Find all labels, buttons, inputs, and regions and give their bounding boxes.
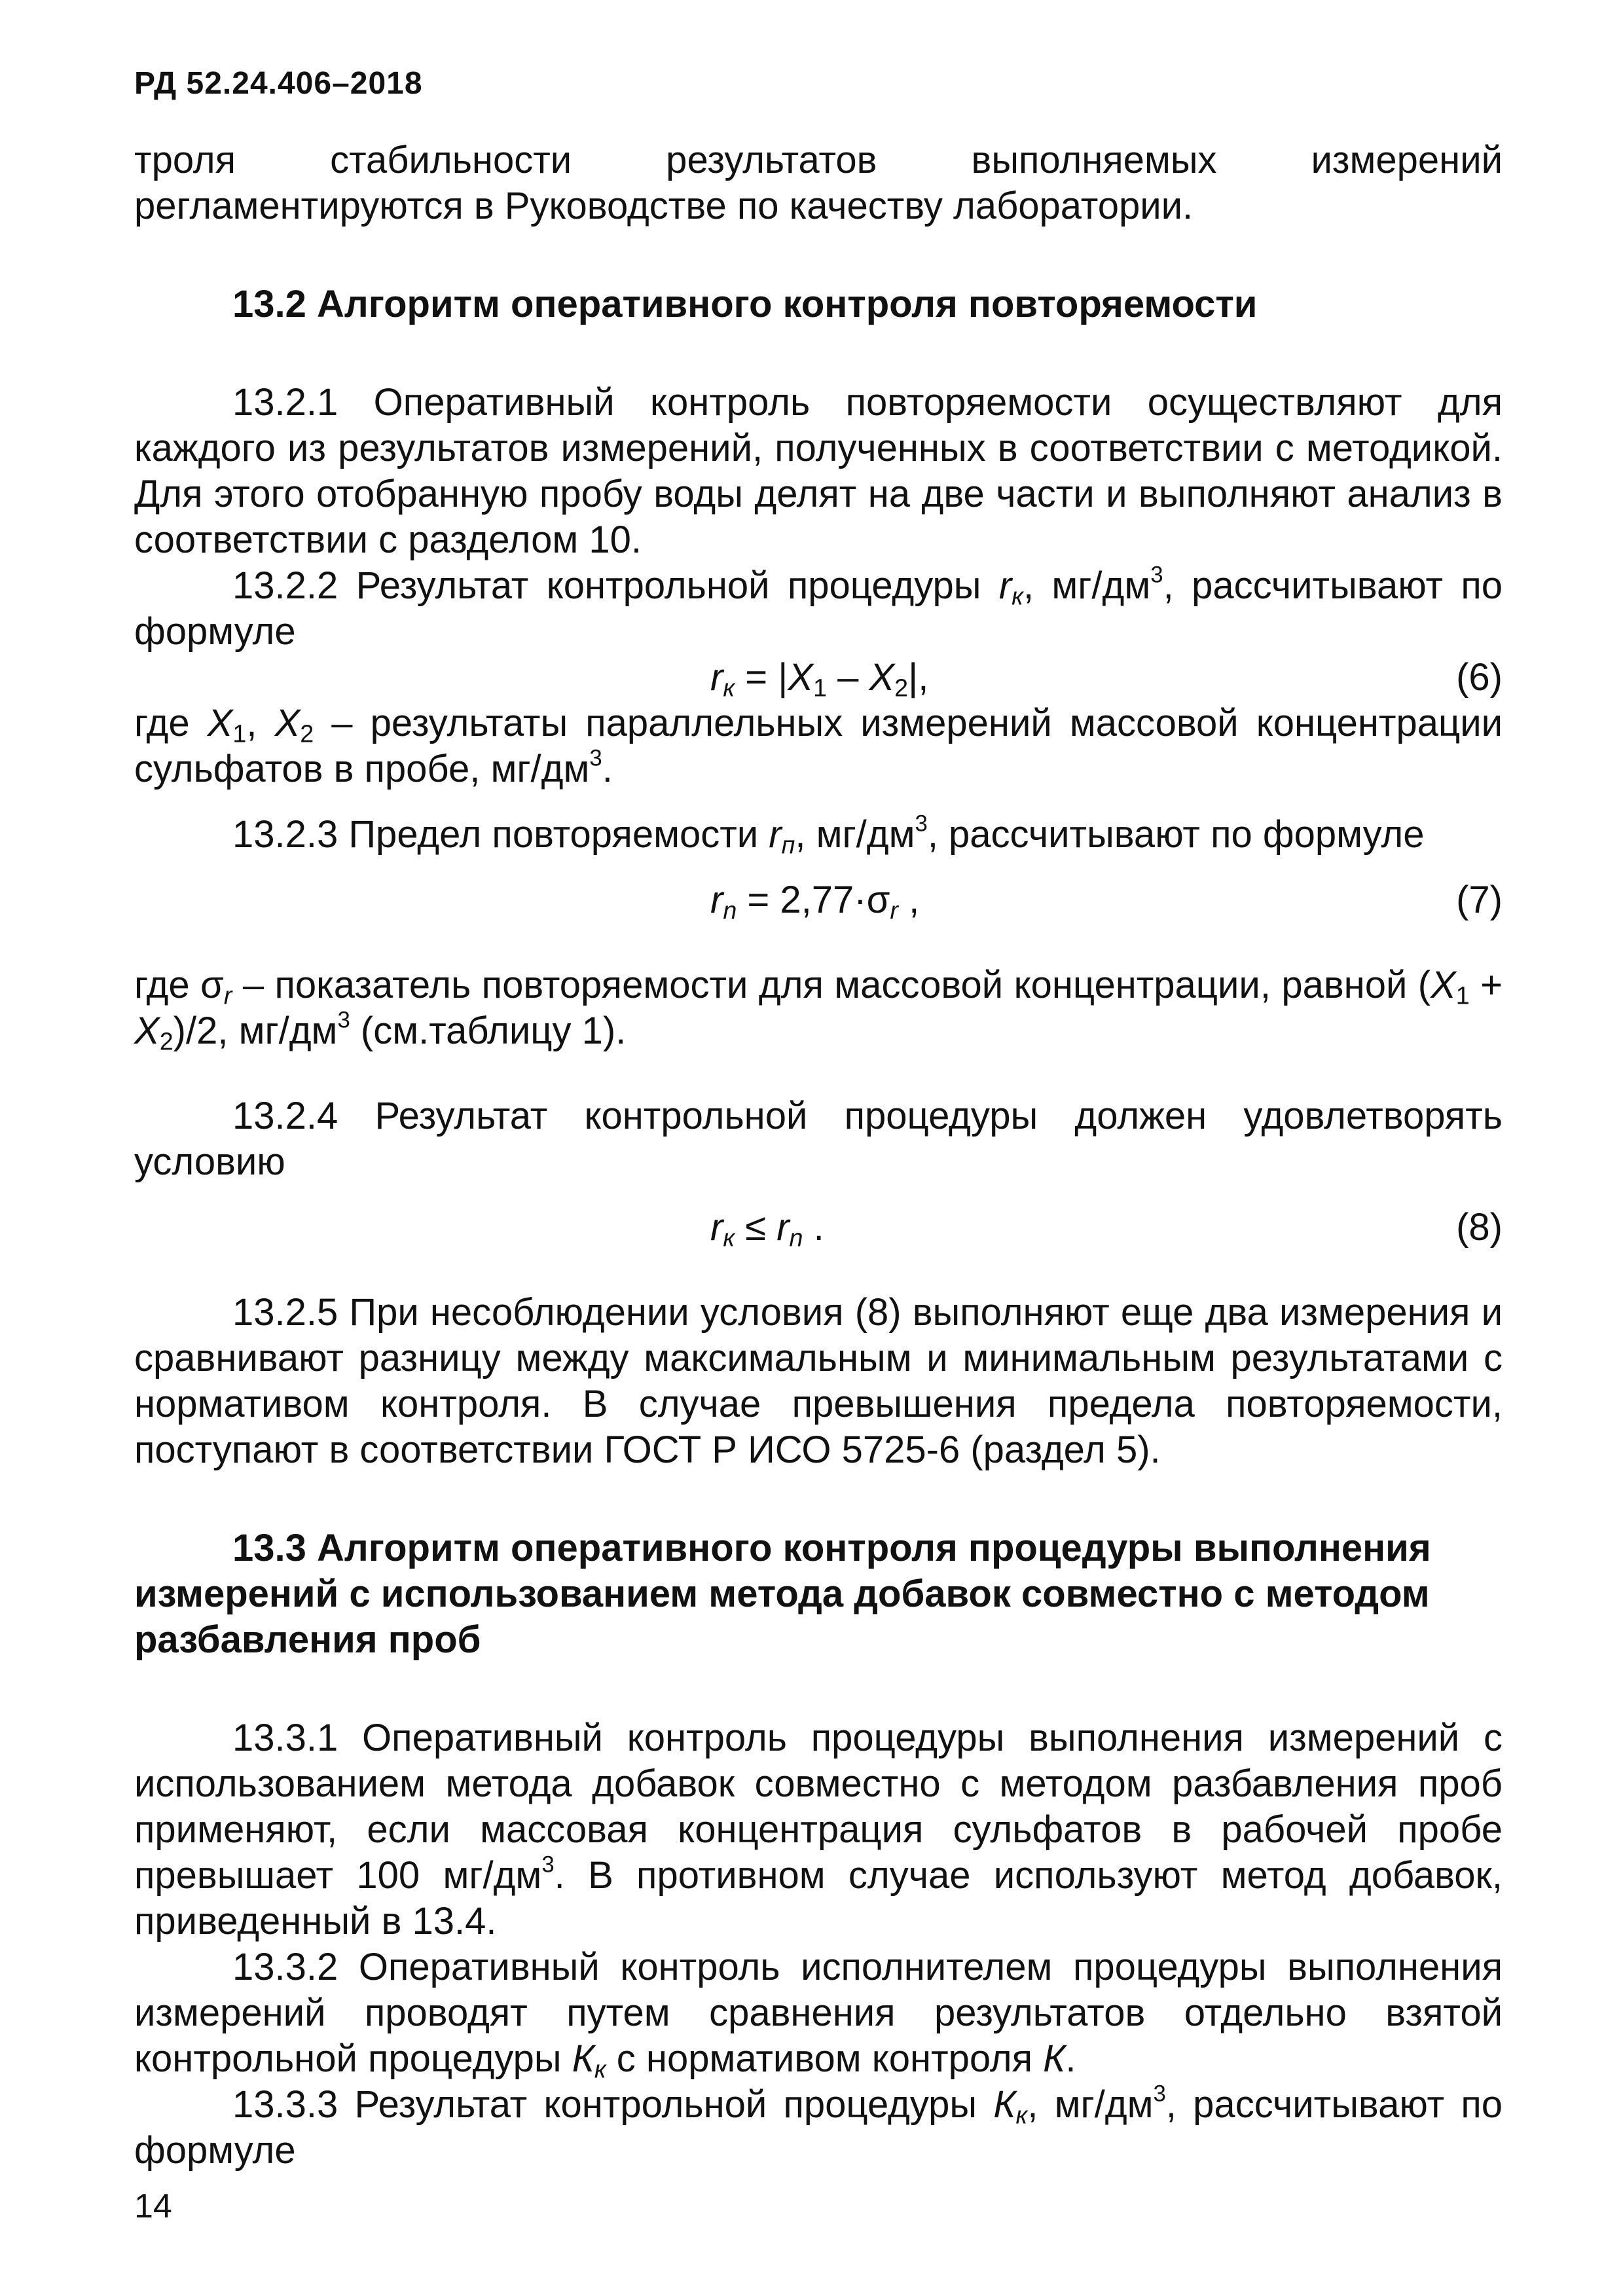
para-13-2-2-where: где $X_1$, $X_2$ – результаты параллельных измерений массовой концентрации сульфатов в пробе, $мг/дм^3$. <box>134 702 1503 790</box>
formula-6 <box>134 655 1503 701</box>
formula-8 <box>134 1205 1503 1250</box>
formula-7 <box>134 877 1503 923</box>
para-13-2-3-where: где $\sigma_r$ – показатель повторяемости для массовой концентрации, равной $(X_1 + X_2)/2$, $мг/дм^3$ (см.таблицу 1). <box>134 964 1503 1055</box>
page-content <box>134 137 1503 2174</box>
para-13-2-2: 13.2.2 Результат контрольной процедуры $r_к$, $мг/дм^3$, рассчитывают по формуле <box>134 562 1503 653</box>
formula-6-number: (6) <box>1456 656 1503 699</box>
para-13-2-5: 13.2.5 При несоблюдении условия (8) выполняют еще два измерения и сравнивают разницу между максимальным и минимальным результатами с нормативом контроля. В случае превышения предела повторяемости, поступают в соответствии ГОСТ Р ИСО 5725-6 (раздел 5). <box>134 1291 1503 1471</box>
formula-7-expression: $r_n = 2,77\cdot\sigma_r$ , <box>710 879 920 924</box>
page-number: 14 <box>134 2187 172 2225</box>
para-13-2-1: 13.2.1 Оперативный контроль повторяемости осуществляют для каждого из результатов измерений, полученных в соответствии с методикой. Для этого отобранную пробу воды делят на две части и выполняют анализ в соответствии с разделом 10. <box>134 381 1503 561</box>
intro-paragraph: троля стабильности результатов выполняемых измерений регламентируются в Руководстве по качеству лаборатории. <box>134 139 1503 227</box>
para-13-3-2: 13.3.2 Оперативный контроль исполнителем процедуры выполнения измерений проводят путем сравнения результатов отдельно взятой контрольной процедуры $К_к$ с нормативом контроля К. <box>134 1946 1503 2083</box>
formula-7-number: (7) <box>1456 879 1503 921</box>
document-code-header: РД 52.24.406–2018 <box>134 66 423 101</box>
para-13-3-1: 13.3.1 Оперативный контроль процедуры выполнения измерений с использованием метода добавок совместно с методом разбавления проб применяют, если массовая концентрация сульфатов в рабочей пробе превышает 100 $мг/дм^3$. В противном случае используют метод добавок, приведенный в 13.4. <box>134 1717 1503 1942</box>
section-13-2-title: 13.2 Алгоритм оперативного контроля повторяемости <box>232 283 1258 325</box>
para-13-2-4: 13.2.4 Результат контрольной процедуры должен удовлетворять условию <box>134 1095 1503 1183</box>
para-13-3-3: 13.3.3 Результат контрольной процедуры $К_к$, $мг/дм^3$, рассчитывают по формуле <box>134 2081 1503 2172</box>
formula-6-expression: $r_к = |X_1 - X_2|$, <box>710 656 929 702</box>
section-13-3-title: 13.3 Алгоритм оперативного контроля процедуры выполнения измерений с использованием метода добавок совместно с методом разбавления проб <box>134 1527 1431 1661</box>
para-13-2-3: 13.2.3 Предел повторяемости $r_п$, $мг/дм^3$, рассчитывают по формуле <box>232 811 1425 859</box>
formula-8-number: (8) <box>1456 1206 1503 1248</box>
formula-8-expression: $r_к \le r_n$ . <box>710 1206 824 1252</box>
